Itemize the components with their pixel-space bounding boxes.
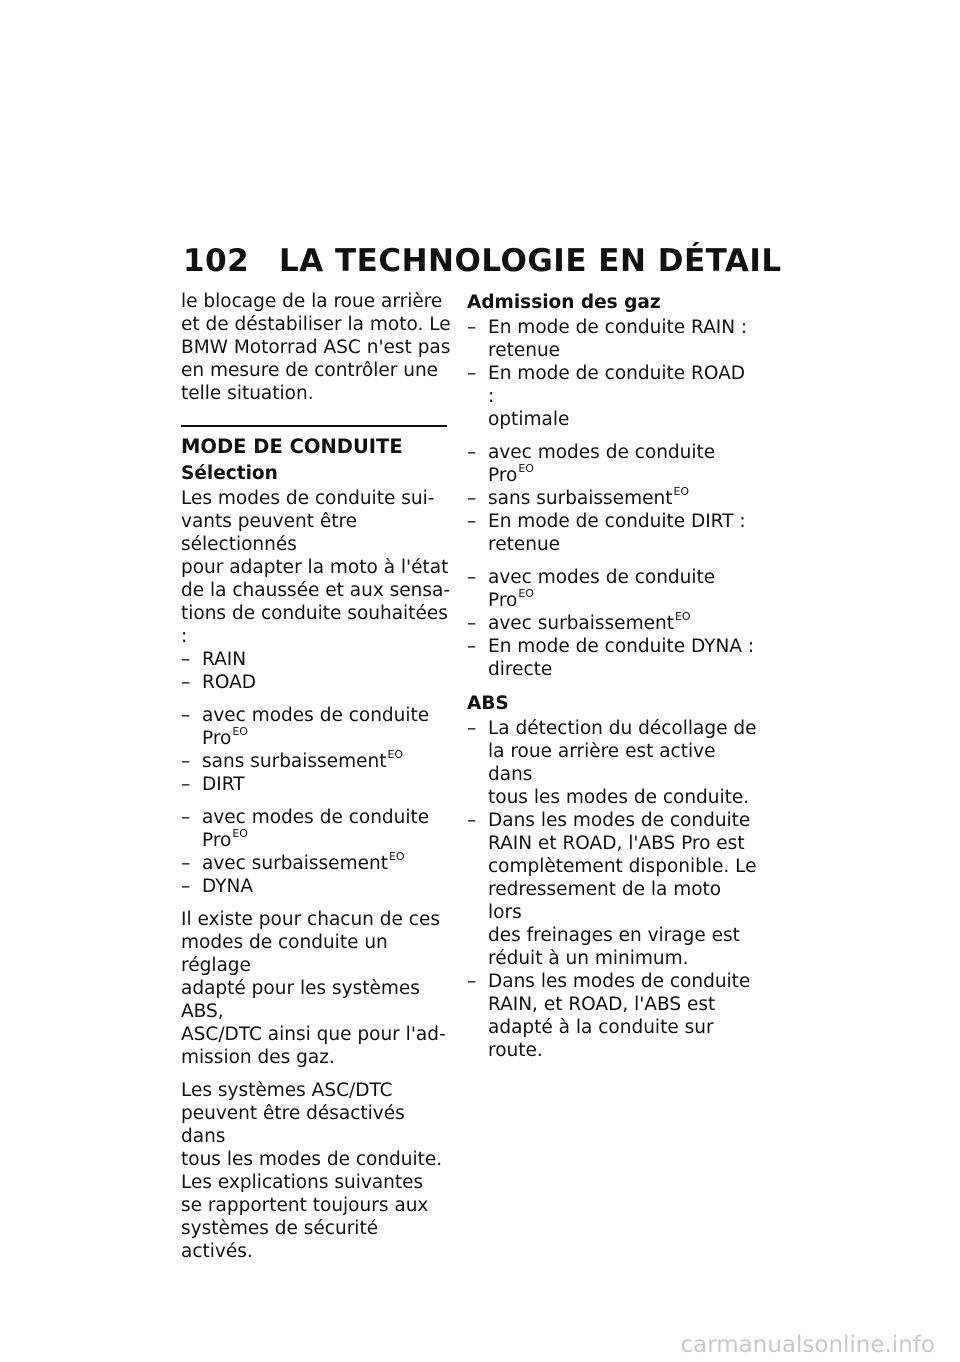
dash: – bbox=[467, 971, 477, 992]
text-line: directe bbox=[488, 659, 553, 680]
text-line: avec modes de conduite bbox=[202, 807, 430, 828]
text-line: complètement disponible. Le bbox=[488, 856, 757, 877]
text-line: tions de conduite souhaitées : bbox=[181, 603, 448, 647]
dash: – bbox=[467, 613, 477, 634]
option-mark: EO bbox=[518, 586, 534, 600]
option-mark: EO bbox=[232, 724, 248, 738]
dash: – bbox=[181, 672, 191, 693]
mode-list-item bbox=[181, 648, 453, 671]
text-line: le blocage de la roue arrière bbox=[181, 291, 443, 312]
text-line: réduit à un minimum. bbox=[488, 948, 689, 969]
admission-item bbox=[467, 362, 757, 431]
dash: – bbox=[467, 363, 477, 384]
dash: – bbox=[181, 853, 191, 874]
text-line: sans surbaissement bbox=[488, 488, 673, 509]
mode-list-item bbox=[181, 747, 453, 773]
text-line: mission des gaz. bbox=[181, 1047, 335, 1068]
text-line: ASC/DTC ainsi que pour l'ad- bbox=[181, 1024, 446, 1045]
abs-item bbox=[467, 970, 757, 1062]
right-column bbox=[467, 290, 757, 1062]
page-title: LA TECHNOLOGIE EN DÉTAIL bbox=[279, 243, 782, 279]
selection-paragraph bbox=[181, 487, 453, 648]
text-line: optimale bbox=[488, 409, 570, 430]
text-line: Il existe pour chacun de ces bbox=[181, 909, 440, 930]
dash: – bbox=[181, 751, 191, 772]
mode-list-item bbox=[181, 671, 453, 694]
dash: – bbox=[467, 317, 477, 338]
mode-road: ROAD bbox=[202, 672, 256, 693]
text-line: avec modes de conduite bbox=[488, 442, 716, 463]
mode-list-item bbox=[181, 806, 453, 852]
dash: – bbox=[181, 649, 191, 670]
text-line: RAIN, et ROAD, l'ABS est bbox=[488, 994, 716, 1015]
page-number: 102 bbox=[183, 243, 250, 279]
dash: – bbox=[181, 774, 191, 795]
intro-paragraph bbox=[181, 290, 453, 405]
text-line: sans surbaissement bbox=[202, 751, 387, 772]
text-line: et de déstabiliser la moto. Le bbox=[181, 314, 451, 335]
left-column bbox=[181, 290, 453, 1263]
admission-item bbox=[467, 484, 757, 510]
text-line: Pro bbox=[202, 728, 232, 749]
text-line: tous les modes de conduite. bbox=[488, 787, 750, 808]
abs-item bbox=[467, 809, 757, 970]
dash: – bbox=[181, 807, 191, 828]
sub-title-selection: Sélection bbox=[181, 463, 278, 484]
text-line: Dans les modes de conduite bbox=[488, 971, 751, 992]
text-line: En mode de conduite DYNA : bbox=[488, 636, 755, 657]
admission-item bbox=[467, 316, 757, 362]
text-line: se rapportent toujours aux bbox=[181, 1195, 429, 1216]
admission-item bbox=[467, 441, 757, 487]
watermark: carmanualsonline.info bbox=[680, 1332, 935, 1358]
text-line: Les modes de conduite sui- bbox=[181, 488, 435, 509]
text-line: Pro bbox=[488, 590, 518, 611]
text-line: En mode de conduite RAIN : bbox=[488, 317, 748, 338]
option-mark: EO bbox=[518, 461, 534, 475]
text-line: retenue bbox=[488, 340, 561, 361]
text-line: Pro bbox=[202, 830, 232, 851]
text-line: En mode de conduite DIRT : bbox=[488, 511, 746, 532]
dash: – bbox=[181, 705, 191, 726]
text-line: Pro bbox=[488, 465, 518, 486]
text-line: avec surbaissement bbox=[488, 613, 674, 634]
text-line: adapté pour les systèmes ABS, bbox=[181, 978, 420, 1022]
text-line: En mode de conduite ROAD : bbox=[488, 363, 745, 407]
admission-item bbox=[467, 510, 757, 556]
mode-rain: RAIN bbox=[202, 649, 247, 670]
dash: – bbox=[467, 442, 477, 463]
settings-paragraph bbox=[181, 908, 453, 1069]
text-line: avec modes de conduite bbox=[488, 567, 716, 588]
text-line: BMW Motorrad ASC n'est pas bbox=[181, 337, 451, 358]
dash: – bbox=[467, 567, 477, 588]
dash: – bbox=[467, 488, 477, 509]
text-line: retenue bbox=[488, 534, 561, 555]
mode-list-item bbox=[181, 704, 453, 750]
section-title: MODE DE CONDUITE bbox=[181, 435, 403, 458]
text-line: redressement de la moto lors bbox=[488, 879, 722, 923]
text-line: telle situation. bbox=[181, 383, 314, 404]
text-line: de la chaussée et aux sensa- bbox=[181, 580, 451, 601]
text-line: Les explications suivantes bbox=[181, 1172, 424, 1193]
mode-dyna: DYNA bbox=[202, 876, 254, 897]
admission-item bbox=[467, 609, 757, 635]
text-line: Dans les modes de conduite bbox=[488, 810, 751, 831]
text-line: peuvent être désactivés dans bbox=[181, 1103, 405, 1147]
mode-dirt: DIRT bbox=[202, 774, 245, 795]
text-line: Les systèmes ASC/DTC bbox=[181, 1080, 393, 1101]
text-line: pour adapter la moto à l'état bbox=[181, 557, 449, 578]
admission-item bbox=[467, 566, 757, 612]
text-line: tous les modes de conduite. bbox=[181, 1149, 443, 1170]
text-line: La détection du décollage de bbox=[488, 718, 757, 739]
text-line: en mesure de contrôler une bbox=[181, 360, 439, 381]
text-line: systèmes de sécurité activés. bbox=[181, 1218, 379, 1262]
dash: – bbox=[467, 718, 477, 739]
dash: – bbox=[467, 810, 477, 831]
abs-item bbox=[467, 717, 757, 809]
text-line: vants peuvent être sélectionnés bbox=[181, 511, 358, 555]
text-line: adapté à la conduite sur route. bbox=[488, 1017, 714, 1061]
mode-list-item bbox=[181, 849, 453, 875]
mode-list-item bbox=[181, 875, 453, 898]
text-line: avec surbaissement bbox=[202, 853, 388, 874]
admission-title: Admission des gaz bbox=[467, 292, 661, 313]
section-divider bbox=[181, 425, 447, 427]
option-mark: EO bbox=[674, 609, 691, 623]
option-mark: EO bbox=[388, 849, 405, 863]
text-line: RAIN et ROAD, l'ABS Pro est bbox=[488, 833, 745, 854]
abs-title: ABS bbox=[467, 693, 509, 714]
deactivation-paragraph bbox=[181, 1079, 453, 1263]
mode-list-item bbox=[181, 773, 453, 796]
dash: – bbox=[467, 511, 477, 532]
option-mark: EO bbox=[673, 484, 690, 498]
dash: – bbox=[181, 876, 191, 897]
page-header bbox=[183, 243, 782, 279]
text-line: des freinages en virage est bbox=[488, 925, 740, 946]
text-line: avec modes de conduite bbox=[202, 705, 430, 726]
text-line: la roue arrière est active dans bbox=[488, 741, 716, 785]
dash: – bbox=[467, 636, 477, 657]
admission-item bbox=[467, 635, 757, 681]
option-mark: EO bbox=[232, 826, 248, 840]
option-mark: EO bbox=[387, 747, 404, 761]
text-line: modes de conduite un réglage bbox=[181, 932, 388, 976]
